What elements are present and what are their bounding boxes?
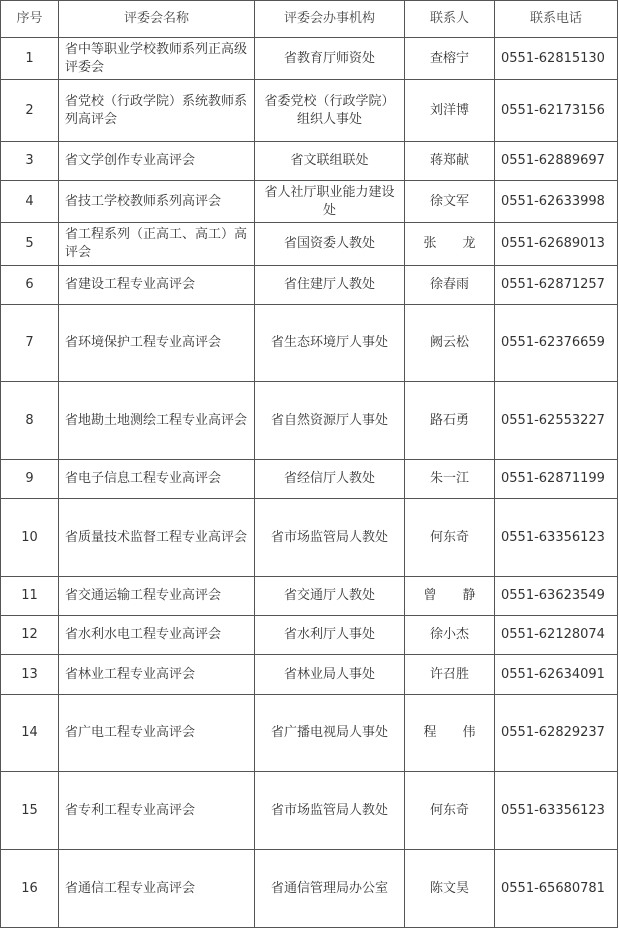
contact-person: 陈文昊 [405, 850, 495, 928]
phone-number: 0551-62889697 [495, 142, 618, 181]
committee-name: 省专利工程专业高评会 [59, 772, 255, 850]
table-row [1, 305, 618, 382]
contact-person: 何东奇 [405, 499, 495, 577]
office-name: 省市场监管局人教处 [255, 772, 405, 850]
phone-number: 0551-62871199 [495, 460, 618, 499]
phone-number: 0551-62689013 [495, 223, 618, 266]
phone-number: 0551-65680781 [495, 850, 618, 928]
row-number: 14 [1, 695, 59, 772]
contact-person: 蒋郑献 [405, 142, 495, 181]
row-number: 3 [1, 142, 59, 181]
office-name: 省自然资源厅人事处 [255, 382, 405, 460]
table-row [1, 577, 618, 616]
committee-name: 省水利水电工程专业高评会 [59, 616, 255, 655]
contact-person: 张 龙 [405, 223, 495, 266]
committee-name: 省文学创作专业高评会 [59, 142, 255, 181]
contact-person: 阙云松 [405, 305, 495, 382]
office-name: 省经信厅人教处 [255, 460, 405, 499]
contact-person: 查榕宁 [405, 38, 495, 80]
office-name: 省水利厅人事处 [255, 616, 405, 655]
header-contact-person: 联系人 [405, 1, 495, 38]
phone-number: 0551-62815130 [495, 38, 618, 80]
committee-name: 省中等职业学校教师系列正高级评委会 [59, 38, 255, 80]
contact-person: 路石勇 [405, 382, 495, 460]
table-row [1, 80, 618, 142]
table-row [1, 266, 618, 305]
contact-person: 徐春雨 [405, 266, 495, 305]
committee-name: 省质量技术监督工程专业高评会 [59, 499, 255, 577]
header-phone: 联系电话 [495, 1, 618, 38]
phone-number: 0551-63623549 [495, 577, 618, 616]
row-number: 4 [1, 181, 59, 223]
phone-number: 0551-62829237 [495, 695, 618, 772]
row-number: 13 [1, 655, 59, 695]
phone-number: 0551-62376659 [495, 305, 618, 382]
row-number: 16 [1, 850, 59, 928]
committee-name: 省党校（行政学院）系统教师系列高评会 [59, 80, 255, 142]
header-committee-name: 评委会名称 [59, 1, 255, 38]
table-row [1, 850, 618, 928]
office-name: 省林业局人事处 [255, 655, 405, 695]
table-row [1, 499, 618, 577]
row-number: 5 [1, 223, 59, 266]
phone-number: 0551-62553227 [495, 382, 618, 460]
office-name: 省文联组联处 [255, 142, 405, 181]
table-body [1, 38, 618, 928]
committee-name: 省工程系列（正高工、高工）高评会 [59, 223, 255, 266]
phone-number: 0551-62633998 [495, 181, 618, 223]
table-row [1, 616, 618, 655]
office-name: 省委党校（行政学院）组织人事处 [255, 80, 405, 142]
office-name: 省教育厅师资处 [255, 38, 405, 80]
row-number: 10 [1, 499, 59, 577]
office-name: 省住建厅人教处 [255, 266, 405, 305]
phone-number: 0551-62173156 [495, 80, 618, 142]
committee-name: 省通信工程专业高评会 [59, 850, 255, 928]
office-name: 省人社厅职业能力建设处 [255, 181, 405, 223]
contact-person: 何东奇 [405, 772, 495, 850]
office-name: 省国资委人教处 [255, 223, 405, 266]
row-number: 7 [1, 305, 59, 382]
table-row [1, 695, 618, 772]
row-number: 2 [1, 80, 59, 142]
row-number: 8 [1, 382, 59, 460]
row-number: 6 [1, 266, 59, 305]
header-office: 评委会办事机构 [255, 1, 405, 38]
row-number: 15 [1, 772, 59, 850]
row-number: 11 [1, 577, 59, 616]
committee-name: 省交通运输工程专业高评会 [59, 577, 255, 616]
committee-name: 省电子信息工程专业高评会 [59, 460, 255, 499]
table-row [1, 223, 618, 266]
table-header-row [1, 1, 618, 38]
contact-person: 程 伟 [405, 695, 495, 772]
contact-person: 徐文军 [405, 181, 495, 223]
committee-name: 省林业工程专业高评会 [59, 655, 255, 695]
contact-person: 徐小杰 [405, 616, 495, 655]
office-name: 省生态环境厅人事处 [255, 305, 405, 382]
office-name: 省通信管理局办公室 [255, 850, 405, 928]
phone-number: 0551-62871257 [495, 266, 618, 305]
phone-number: 0551-63356123 [495, 772, 618, 850]
table-row [1, 142, 618, 181]
committee-name: 省技工学校教师系列高评会 [59, 181, 255, 223]
table-row [1, 655, 618, 695]
contact-person: 许召胜 [405, 655, 495, 695]
row-number: 9 [1, 460, 59, 499]
phone-number: 0551-62128074 [495, 616, 618, 655]
phone-number: 0551-63356123 [495, 499, 618, 577]
contact-person: 曾 静 [405, 577, 495, 616]
phone-number: 0551-62634091 [495, 655, 618, 695]
office-name: 省市场监管局人教处 [255, 499, 405, 577]
committee-name: 省广电工程专业高评会 [59, 695, 255, 772]
table-row [1, 181, 618, 223]
table-row [1, 772, 618, 850]
committee-name: 省建设工程专业高评会 [59, 266, 255, 305]
office-name: 省交通厅人教处 [255, 577, 405, 616]
office-name: 省广播电视局人事处 [255, 695, 405, 772]
row-number: 12 [1, 616, 59, 655]
contact-person: 朱一江 [405, 460, 495, 499]
committee-name: 省地勘土地测绘工程专业高评会 [59, 382, 255, 460]
table-row [1, 460, 618, 499]
row-number: 1 [1, 38, 59, 80]
contact-person: 刘洋博 [405, 80, 495, 142]
table-row [1, 38, 618, 80]
committee-name: 省环境保护工程专业高评会 [59, 305, 255, 382]
table-row [1, 382, 618, 460]
header-no: 序号 [1, 1, 59, 38]
